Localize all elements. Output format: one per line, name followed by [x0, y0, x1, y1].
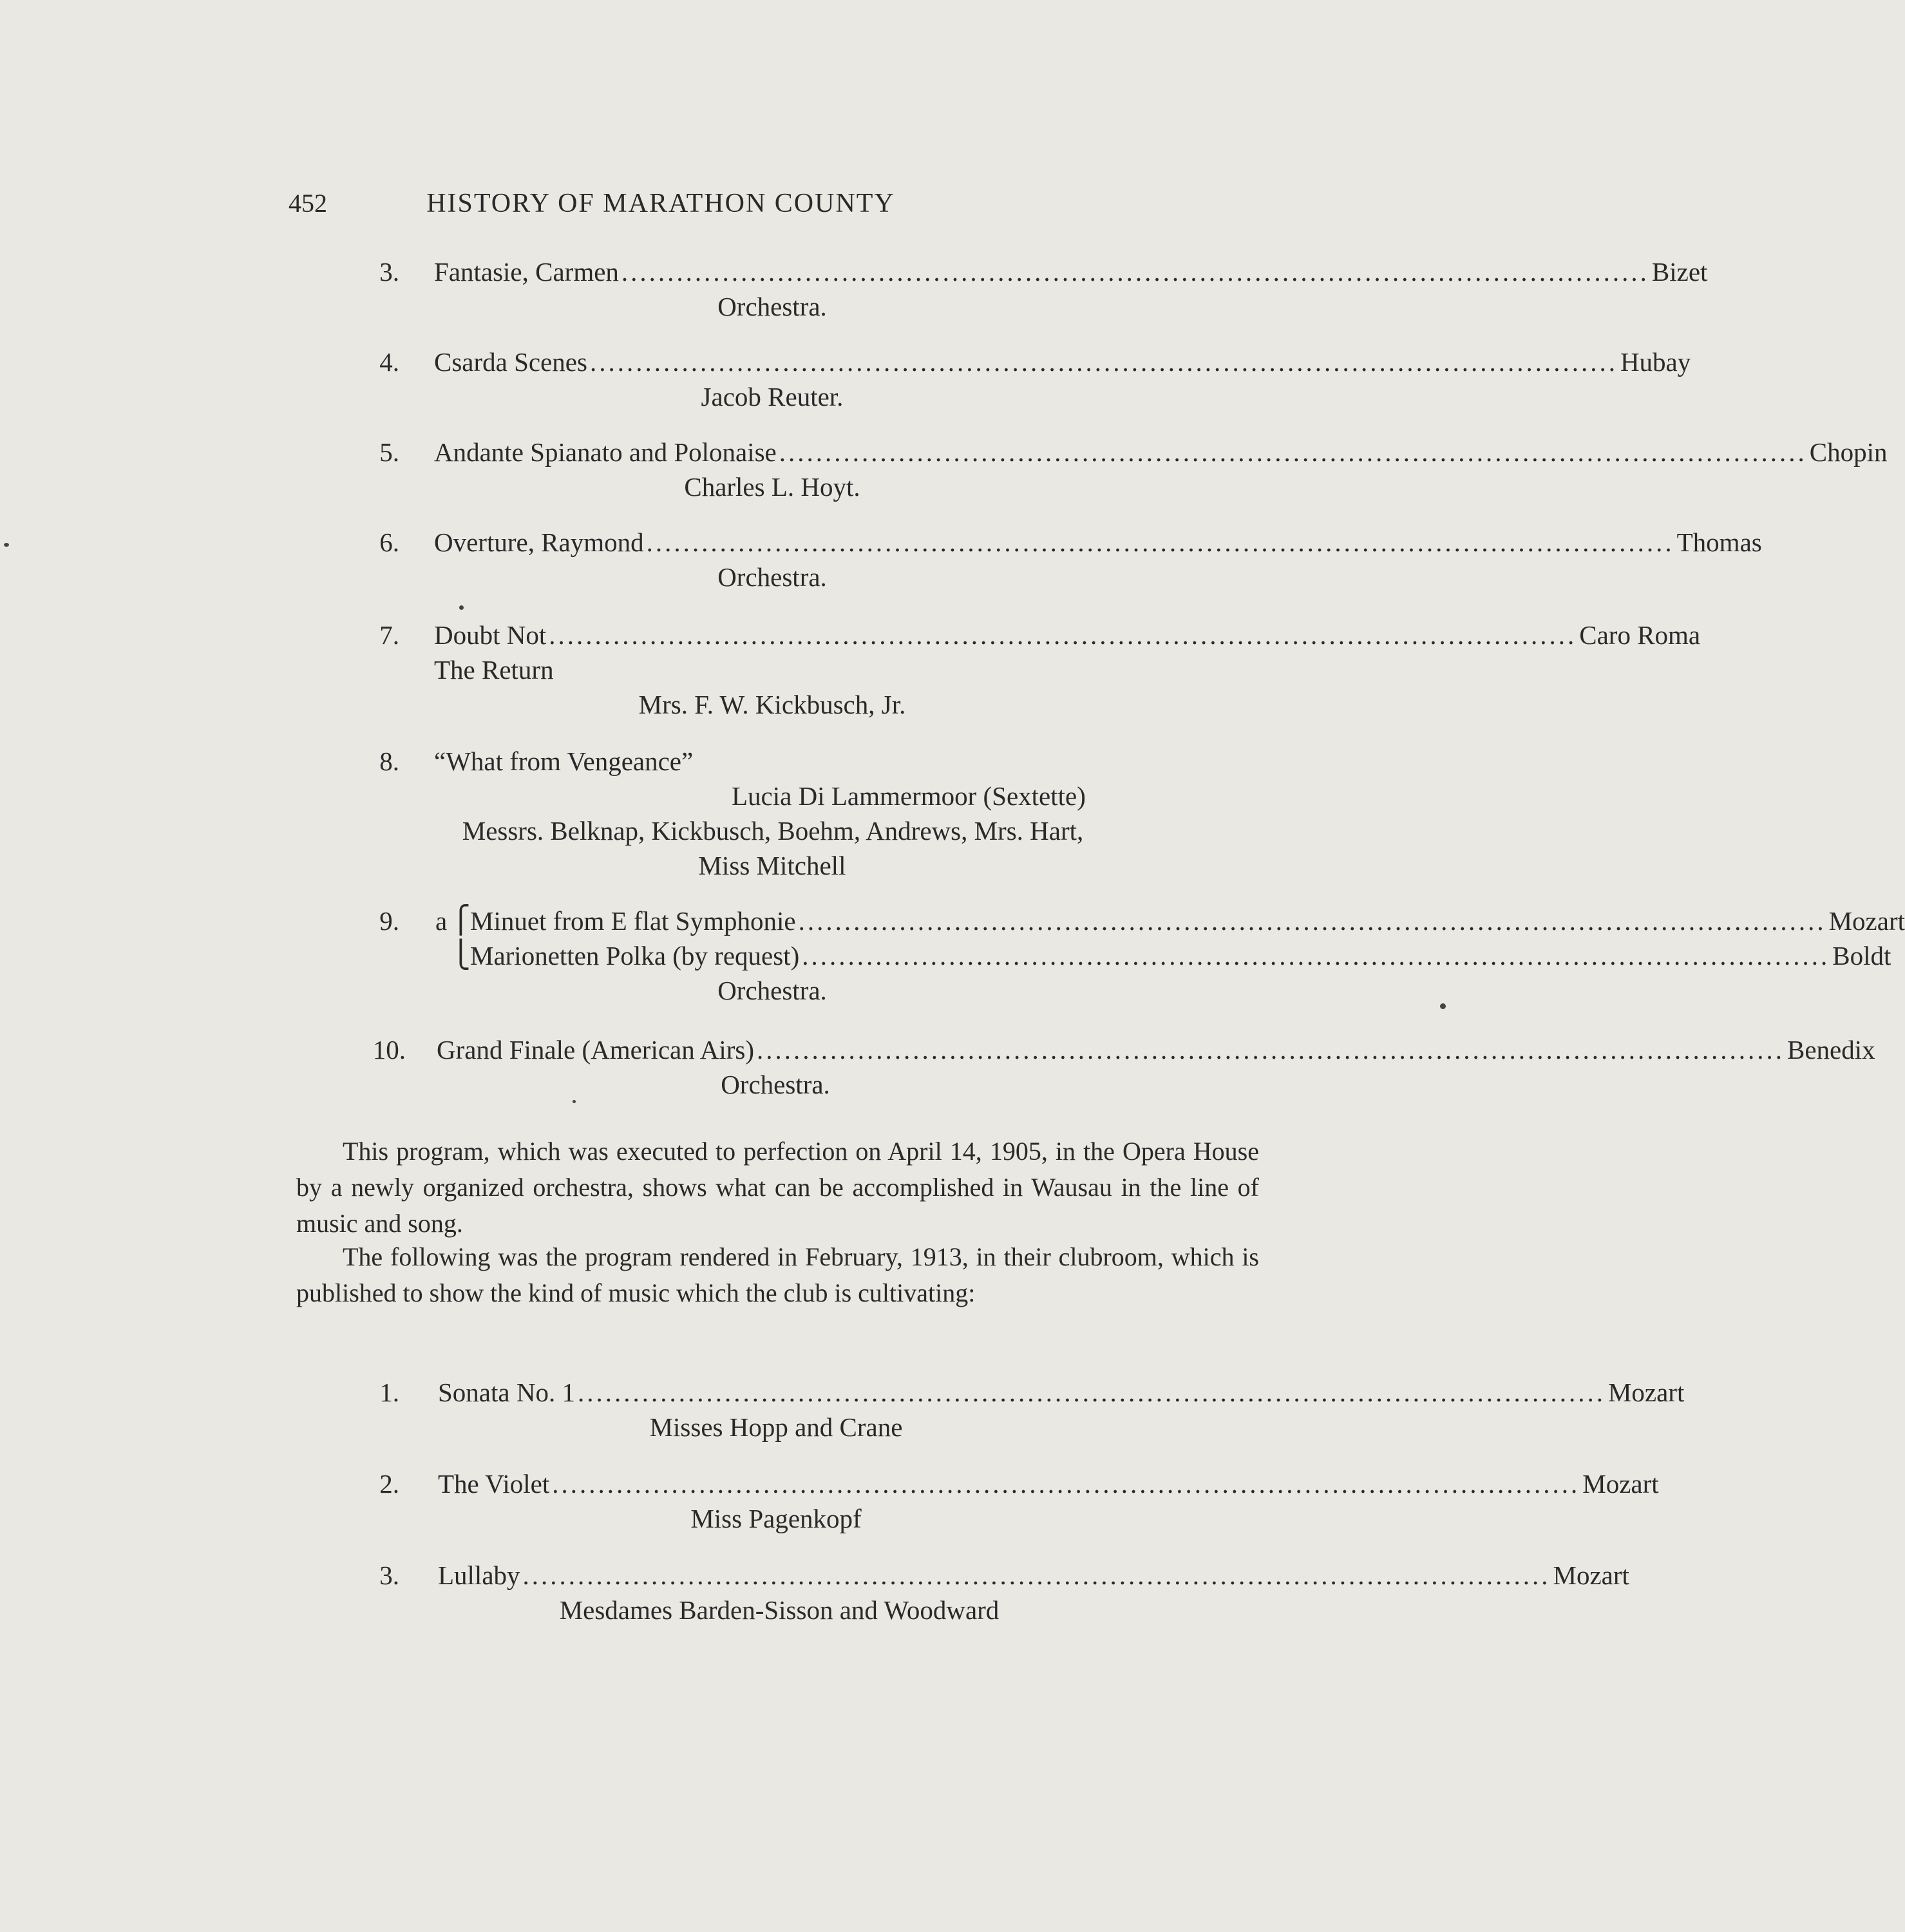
item-performer: Orchestra. [717, 562, 827, 592]
dot-leader: ................................................................................................................ [802, 941, 1830, 971]
brace-bottom: ⎩ [451, 940, 471, 969]
brace-top: ⎧ [451, 905, 471, 934]
dot-leader: ................................................................................................................ [577, 1378, 1606, 1407]
item-composer: Bizet [1651, 257, 1708, 287]
paper-speck [1440, 1003, 1446, 1009]
item-title: Minuet from E flat Symphonie [470, 906, 796, 936]
item-title: “What from Vengeance” [434, 746, 694, 776]
program-item [0, 435, 1888, 469]
item-leader [470, 939, 1891, 972]
program-item [0, 1033, 1875, 1066]
item-number: 2. [379, 1469, 399, 1499]
paper-speck [4, 543, 9, 547]
item-performer: Charles L. Hoyt. [684, 472, 860, 502]
program-item [0, 904, 1905, 938]
dot-leader: ................................................................................................................ [756, 1035, 1785, 1065]
item-composer: Benedix [1787, 1035, 1875, 1065]
dot-leader: ................................................................................................................ [589, 347, 1618, 377]
page-number: 452 [289, 189, 327, 218]
item-performer: Misses Hopp and Crane [649, 1412, 903, 1442]
dot-leader: ................................................................................................................ [779, 437, 1807, 467]
paragraph-text: The following was the program rendered in February, 1913, in their clubroom, which is published to show the kind of music which the club is cultivating: [296, 1242, 1259, 1307]
program-item [0, 1376, 1685, 1409]
program-item [0, 526, 1762, 559]
item-leader [437, 1033, 1875, 1066]
item-leader [434, 435, 1888, 469]
program-item [0, 618, 1701, 652]
item-leader [438, 1376, 1685, 1409]
item-performer: Jacob Reuter. [701, 382, 844, 412]
item-title: Lullaby [438, 1560, 520, 1590]
dot-leader: ................................................................................................................ [798, 906, 1826, 936]
item-composer: Mozart [1828, 906, 1905, 936]
item-title: Marionetten Polka (by request) [470, 941, 800, 971]
program-item [0, 744, 1461, 778]
item-performer: Mesdames Barden-Sisson and Woodward [559, 1595, 1000, 1625]
item-leader [434, 618, 1701, 652]
item-performer: Orchestra. [717, 976, 827, 1005]
item-leader [470, 904, 1905, 938]
item-number: 5. [379, 437, 399, 467]
paper-speck [459, 605, 464, 610]
item-title: Csarda Scenes [434, 347, 587, 377]
item-performer: Miss Pagenkopf [690, 1504, 862, 1533]
item-composer: Hubay [1620, 347, 1691, 377]
item-performer: Orchestra. [721, 1070, 830, 1099]
item-number: 10. [372, 1035, 406, 1065]
program-item [0, 1467, 1659, 1501]
dot-leader: ................................................................................................................ [522, 1560, 1551, 1590]
item-title: Grand Finale (American Airs) [437, 1035, 754, 1065]
item-leader [434, 345, 1691, 379]
item-leader [438, 1558, 1629, 1592]
item-title: Doubt Not [434, 620, 547, 650]
item-number: 7. [379, 620, 399, 650]
item-number: 6. [379, 527, 399, 557]
item-leader [438, 1467, 1659, 1501]
item-number: 3. [379, 1560, 399, 1590]
item-performer: Messrs. Belknap, Kickbusch, Boehm, Andrews, Mrs. Hart, [462, 816, 1084, 846]
page-header [289, 188, 1033, 227]
paper-speck [573, 1100, 576, 1103]
program-item [0, 255, 1708, 289]
item-performer-cont: Miss Mitchell [698, 851, 846, 880]
item-composer: Mozart [1582, 1469, 1659, 1499]
dot-leader: ................................................................................................................ [621, 257, 1649, 287]
item-number: 3. [379, 257, 399, 287]
dot-leader: ................................................................................................................ [646, 527, 1674, 557]
program-item [0, 1558, 1629, 1592]
item-number: 9. [379, 906, 399, 936]
paragraph [296, 1239, 1259, 1311]
item-composer: Boldt [1832, 941, 1891, 971]
running-head: HISTORY OF MARATHON COUNTY [426, 189, 895, 218]
item-composer: Caro Roma [1579, 620, 1701, 650]
item-performer: Orchestra. [717, 292, 827, 321]
item-composer: Chopin [1809, 437, 1888, 467]
dot-leader: ................................................................................................................ [549, 620, 1577, 650]
item-part-prefix: a [435, 906, 448, 936]
item-performer: Mrs. F. W. Kickbusch, Jr. [638, 690, 906, 719]
item-work: Lucia Di Lammermoor (Sextette) [732, 781, 1086, 811]
item-composer: Thomas [1676, 527, 1762, 557]
paragraph [296, 1133, 1259, 1242]
item-leader [434, 255, 1708, 289]
item-title: The Violet [438, 1469, 550, 1499]
item-title: Sonata No. 1 [438, 1378, 575, 1407]
item-composer: Mozart [1553, 1560, 1629, 1590]
program-item-part [0, 939, 1891, 972]
item-number: 4. [379, 347, 399, 377]
program-item [0, 345, 1691, 379]
item-title: Fantasie, Carmen [434, 257, 619, 287]
item-number: 8. [379, 746, 399, 776]
item-title: Andante Spianato and Polonaise [434, 437, 777, 467]
dot-leader: ................................................................................................................ [552, 1469, 1580, 1499]
item-leader [434, 526, 1762, 559]
item-composer: Mozart [1607, 1378, 1685, 1407]
item-number: 1. [379, 1378, 399, 1407]
item-subtitle: The Return [434, 655, 554, 685]
paragraph-text: This program, which was executed to perfection on April 14, 1905, in the Opera House by a newly organized orchestra, shows what can be accomplished in Wausau in the line of music and song. [296, 1137, 1259, 1238]
item-title: Overture, Raymond [434, 527, 644, 557]
